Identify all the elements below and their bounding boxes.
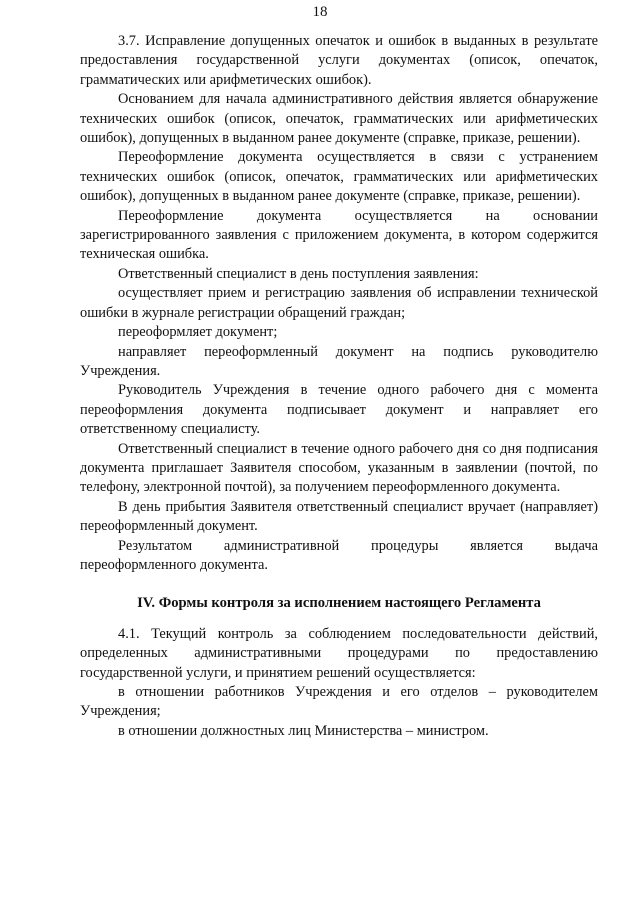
paragraph-control-staff: в отношении работников Учреждения и его отделов – руководителем Учреждения; bbox=[80, 684, 598, 720]
paragraph-4-1: 4.1. Текущий контроль за соблюдением последовательности действий, определенных административными процедурами по предоставлению государственной услуги, и принятием решений осуществляется: bbox=[80, 625, 598, 681]
paragraph-accept-register: осуществляет прием и регистрацию заявления об исправлении технической ошибки в журнале регистрации обращений граждан; bbox=[80, 285, 598, 321]
paragraph-reissue-reason: Переоформление документа осуществляется в связи с устранением технических ошибок (описок, опечаток, грамматических или арифметических ошибок), допущенных в выданном ранее документе (справке, приказе, решении). bbox=[80, 149, 598, 205]
paragraph-head-signs: Руководитель Учреждения в течение одного рабочего дня с момента переоформления документа подписывает документ и направляет его ответственному специалисту. bbox=[80, 382, 598, 438]
paragraph-handover: В день прибытия Заявителя ответственный специалист вручает (направляет) переоформленный документ. bbox=[80, 498, 598, 535]
paragraph-3-7-title: 3.7. Исправление допущенных опечаток и ошибок в выданных в результате предоставления государственной услуги документах (описок, опечаток, грамматических или арифметических ошибок). bbox=[80, 33, 598, 88]
spacer bbox=[80, 575, 598, 594]
paragraph-send-for-signature: направляет переоформленный документ на подпись руководителю Учреждения. bbox=[80, 343, 598, 379]
paragraph-basis: Основанием для начала административного действия является обнаружение технических ошибок (описок, опечаток, грамматических или арифметических ошибок), допущенных в выданном ранее документе (справке, приказе, решении). bbox=[80, 91, 598, 147]
paragraph-control-officials: в отношении должностных лиц Министерства – министром. bbox=[118, 722, 489, 739]
page-number: 18 bbox=[312, 4, 328, 20]
paragraph-invite-applicant: Ответственный специалист в течение одного рабочего дня со дня подписания документа приглашает Заявителя способом, указанным в заявлении (почтой, по телефону, электронной почтой), за получением переоформленного документа. bbox=[80, 440, 598, 496]
spacer bbox=[80, 614, 598, 625]
paragraph-result: Результатом административной процедуры является выдача переоформленного документа. bbox=[80, 537, 598, 573]
section-heading: IV. Формы контроля за исполнением настоящего Регламента bbox=[137, 595, 541, 612]
paragraph-specialist-day: Ответственный специалист в день поступления заявления: bbox=[118, 265, 479, 282]
paragraph-reissue-ground: Переоформление документа осуществляется на основании зарегистрированного заявления с приложением документа, в котором содержится техническая ошибка. bbox=[80, 207, 598, 263]
paragraph-reissues-document: переоформляет документ; bbox=[118, 324, 278, 341]
page-body bbox=[80, 32, 598, 741]
